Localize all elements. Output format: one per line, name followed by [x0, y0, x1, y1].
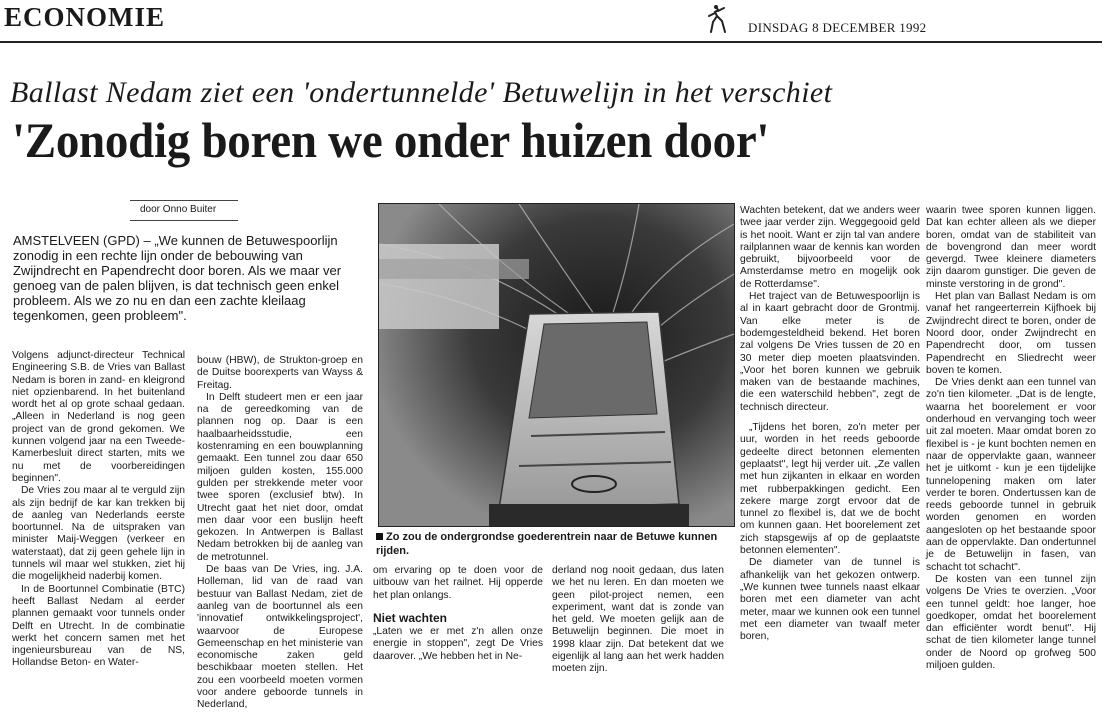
paragraph: Het plan van Ballast Nedam is om vanaf het rangeerterrein Kijfhoek bij Zwijndrecht direct te boren, onder de Noord door, onder Zwijndrecht en Papendrecht door, om tussen Papendrecht en Sliedrecht weer boven te komen. — [926, 291, 1096, 376]
byline: door Onno Buiter — [140, 204, 217, 215]
paragraph: De baas van De Vries, ing. J.A. Holleman, lid van de raad van bestuur van Ballast Nedam, ziet de aanleg van de boortunnel als een 'innovatief ontwikkelingsproject', waarvoor de Europese Gemeenschap en het ministerie van economische zaken geld beschikbaar moeten stellen. Het zou een voorbeeld moeten vormen voor andere geboorde tunnels in Nederland, — [197, 564, 363, 711]
torch-figure-icon — [703, 4, 729, 34]
article-column-1 — [12, 350, 185, 695]
paragraph: „Tijdens het boren, zo'n meter per uur, worden in het reeds geboorde gedeelte direct betonnen elementen geplaatst", legt hij verder uit. „Ze vallen met hun zijkanten in elkaar en worden met rubberpakkingen gedicht. Een zekere marge zorgt ervoor dat de tunnel zo flexibel is, dat we de bocht om kunnen gaan. Het boorelement zet zich stapsgewijs af op de geplaatste betonnen elementen". — [740, 422, 920, 557]
article-column-3 — [373, 565, 543, 685]
section-title: ECONOMIE — [4, 2, 166, 32]
paragraph: bouw (HBW), de Strukton-groep en de Duitse boorexperts van Wayss & Freitag. — [197, 355, 363, 391]
paragraph: waarin twee sporen kunnen liggen. Dat kan echter alleen als we dieper boren, omdat van de stabiliteit van de bovengrond dan meer wordt gevergd. Twee kleinere diameters zijn daarom gunstiger. Die geven de minste verstoring in de grond". — [926, 205, 1096, 290]
tunnel-illustration — [379, 204, 734, 526]
paragraph: De kosten van een tunnel zijn volgens De Vries te overzien. „Voor een tunnel geldt: hoe langer, hoe goedkoper, omdat het boorelement dan efficiënter wordt benut". Hij schat de tien kilometer lange tunnel onder de Noord op grofweg 500 miljoen gulden. — [926, 573, 1096, 671]
paragraph: Wachten betekent, dat we anders weer twee jaar verder zijn. Weggegooid geld is het nooit. Want er zijn tal van andere railplannen waar de kennis kan worden gebruikt, bijvoorbeeld voor de Amsterdamse metro en mogelijk ook de Rotterdamse". — [740, 205, 920, 290]
paragraph: De Vries zou maar al te verguld zijn als zijn bedrijf de kar kan trekken bij de aanleg van Nederlands eerste boortunnel. Na de uitspraken van minister Maij-Weggen (verkeer en waterstaat), dat zij geen gehele lijn in tunnels wil maar wel stukken, ziet hij die mogelijkheid naderbij komen. — [12, 485, 185, 583]
subheading: Niet wachten — [373, 610, 448, 625]
article-column-6 — [926, 205, 1096, 695]
paragraph: De diameter van de tunnel is afhankelijk van het gekozen ontwerp. „We kunnen twee tunnels naast elkaar boren met een diameter van acht meter, maar we kunnen ook een tunnel met een diameter van twaalf meter boren, — [740, 557, 920, 643]
main-headline: 'Zonodig boren we onder huizen door' — [12, 112, 770, 168]
photo-caption — [376, 530, 736, 558]
paragraph: Volgens adjunct-directeur Technical Engineering S.B. de Vries van Ballast Nedam is boren in zand- en kleigrond niet opzienbarend. In het buitenland wordt het al op grote schaal gedaan. „Alleen in Nederland is nog geen project van de grond gekomen. We kunnen volgend jaar na een Tweede-Kamerbesluit direct starten, mits we nu met de voorbereidingen beginnen". — [12, 350, 185, 484]
article-column-4 — [552, 565, 724, 695]
lead-paragraph: AMSTELVEEN (GPD) – „We kunnen de Betuwespoorlijn zonodig in een rechte lijn onder de bebouwing van Zwijndrecht en Papendrecht door boren. Als we maar ver genoeg van de palen blijven, is dat technisch geen enkel probleem. Als we zo nu en dan een zachte kleilaag tegenkomen, geen probleem". — [13, 233, 342, 323]
masthead-rule — [0, 41, 1102, 43]
caption-text: Zo zou de ondergrondse goederentrein naar de Betuwe kunnen rijden. — [376, 531, 718, 557]
paragraph: derland nog nooit gedaan, dus laten we het nu leren. En dan moeten we geen pilot-project nemen, een experiment, want dat is zonde van het geld. We moeten gelijk aan de Betuwelijn beginnen. Die moet in 1998 klaar zijn. Dat betekent dat we eigenlijk al lang aan het werk hadden moeten zijn. — [552, 565, 724, 675]
paragraph: In Delft studeert men er een jaar na de gereedkoming van de plannen nog op. Daar is een haalbaarheidsstudie, een kostenraming en een bouwplanning gemaakt. Een tunnel zou daar 650 miljoen gulden kosten, 155.000 gulden per strekkende meter voor twee sporen (exclusief btw). In Utrecht gaat het niet door, omdat men daar voor een buslijn heeft gekozen. In Antwerpen is Ballast Nedam betrokken bij de aanleg van de metrotunnel. — [197, 391, 363, 563]
publication-date: DINSDAG 8 DECEMBER 1992 — [748, 20, 927, 35]
train-tunnel-photo — [378, 203, 735, 527]
paragraph: „Laten we er met z'n allen onze energie in stoppen", zegt De Vries daarover. „We hebben het in Ne- — [373, 626, 543, 662]
caption-bullet — [376, 533, 383, 540]
paragraph: In de Boortunnel Combinatie (BTC) heeft Ballast Nedam al eerder plannen gemaakt voor tunnels onder Delft en Utrecht. In de combinatie werkt het concern samen met het ingenieursbureau van de NS, Hollandse Beton- en Water- — [12, 583, 185, 669]
article-column-2 — [197, 355, 363, 711]
paragraph-spacer — [740, 414, 920, 422]
byline-rule-bottom — [130, 220, 238, 221]
kicker-headline: Ballast Nedam ziet een 'ondertunnelde' Betuwelijn in het verschiet — [10, 76, 833, 109]
byline-rule-top — [130, 200, 238, 201]
paragraph: De Vries denkt aan een tunnel van zo'n tien kilometer. „Dat is de lengte, waarna het boorelement er voor onderhoud en vervanging toch weer uit zal moeten. Maar omdat boren zo flexibel is - je kunt bochten nemen en naar de oppervlakte gaan, wanneer het je uitkomt - kun je een tijdelijke tunnelopening maken om later verder te boren. Ondertussen kan de reeds geboorde tunnel in gebruik worden genomen en worden aangesloten op het bestaande spoor aan de oppervlakte. Dan ondertunnel je de Betuwelijn in fasen, van schacht tot schacht". — [926, 377, 1096, 573]
article-column-5 — [740, 205, 920, 695]
paragraph: om ervaring op te doen voor de uitbouw van het railnet. Hij opperde het plan onlangs. — [373, 565, 543, 601]
paragraph: Het traject van de Betuwespoorlijn is al in kaart gebracht door de Grontmij. Van elke meter is de bodemgesteldheid bekend. Het boren zal volgens De Vries tussen de 20 en 30 meter diep moeten plaatsvinden. „Voor het boren kunnen we gebruik maken van de bestaande machines, die een waterschild hebben", zegt de technisch directeur. — [740, 291, 920, 413]
